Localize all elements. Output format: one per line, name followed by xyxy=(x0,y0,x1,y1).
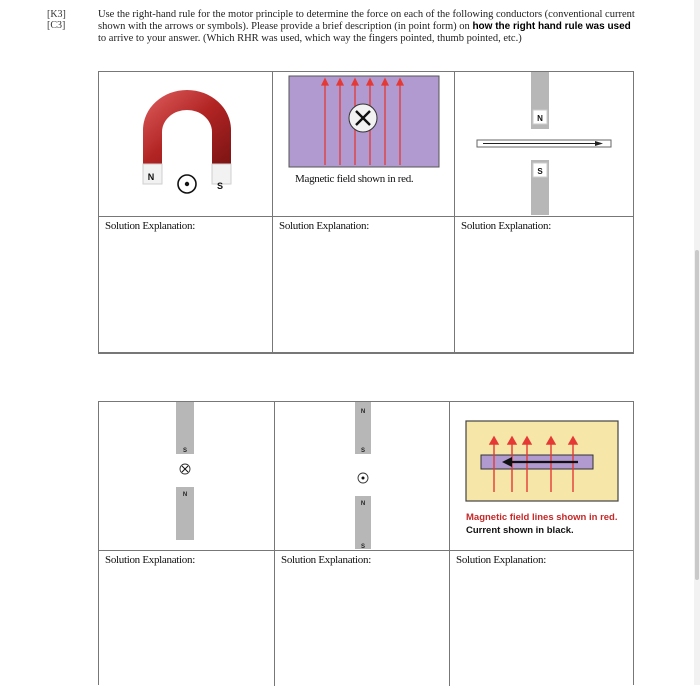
problem-2-figure-cell xyxy=(273,72,455,217)
upper-magnet xyxy=(176,402,194,454)
bottom-problem-grid xyxy=(98,401,634,685)
problem-3-figure-cell xyxy=(455,72,633,217)
field-lines-caption-red: Magnetic field lines shown in red. xyxy=(466,512,618,523)
code-c3: [C3] xyxy=(47,20,66,31)
pole-s-label: S xyxy=(537,167,543,176)
pole-n-label: N xyxy=(537,114,543,123)
question-instructions xyxy=(98,9,638,45)
magnetic-field-figure xyxy=(273,72,453,172)
intro-bold: how the right hand rule was used xyxy=(472,21,631,32)
intro-text-2: to arrive to your answer. (Which RHR was used, which way the fingers pointed, thumb pointed, etc.) xyxy=(98,33,522,44)
lower-pole-n-label: N xyxy=(360,501,366,507)
horseshoe-magnet-figure xyxy=(99,72,271,215)
upper-pole-label: S xyxy=(182,448,188,454)
field-caption: Magnetic field shown in red. xyxy=(295,173,414,185)
problem-4-figure-cell xyxy=(99,402,275,551)
solution-cell-1[interactable]: Solution Explanation: xyxy=(99,217,273,353)
scrollbar-thumb[interactable] xyxy=(695,250,699,580)
vertical-magnets-figure-4 xyxy=(99,402,273,549)
vertical-magnets-figure-5 xyxy=(275,402,448,549)
field-lines-conductor-figure xyxy=(450,402,633,506)
bar-magnets-wire-figure xyxy=(455,72,633,215)
pole-s-label: S xyxy=(216,181,224,191)
problem-6-figure-cell xyxy=(450,402,633,551)
solution-cell-5[interactable]: Solution Explanation: xyxy=(275,551,450,686)
outcome-codes xyxy=(47,9,66,31)
field-lines-caption xyxy=(466,511,626,537)
solution-cell-4[interactable]: Solution Explanation: xyxy=(99,551,275,686)
problem-1-figure-cell xyxy=(99,72,273,217)
horseshoe-magnet-body xyxy=(143,90,231,164)
top-problem-grid xyxy=(98,71,634,354)
lower-pole-s-label: S xyxy=(360,544,366,549)
pole-n-label: N xyxy=(147,172,155,182)
upper-pole-s-label: S xyxy=(360,448,366,454)
code-k3: [K3] xyxy=(47,9,66,20)
problem-5-figure-cell xyxy=(275,402,450,551)
page-scrollbar[interactable] xyxy=(694,0,700,685)
intro-text-1: Use the right-hand rule for the motor principle to determine the force on each of the following conductors (conventional current shown with the arrows or symbols). Please provide a brief description (in point form) on xyxy=(98,9,635,32)
field-lines-caption-black: Current shown in black. xyxy=(466,525,574,536)
solution-cell-3[interactable]: Solution Explanation: xyxy=(455,217,633,353)
upper-pole-n-label: N xyxy=(360,409,366,415)
solution-cell-2[interactable]: Solution Explanation: xyxy=(273,217,455,353)
lower-pole-label: N xyxy=(182,492,188,498)
solution-cell-6[interactable]: Solution Explanation: xyxy=(456,554,546,566)
